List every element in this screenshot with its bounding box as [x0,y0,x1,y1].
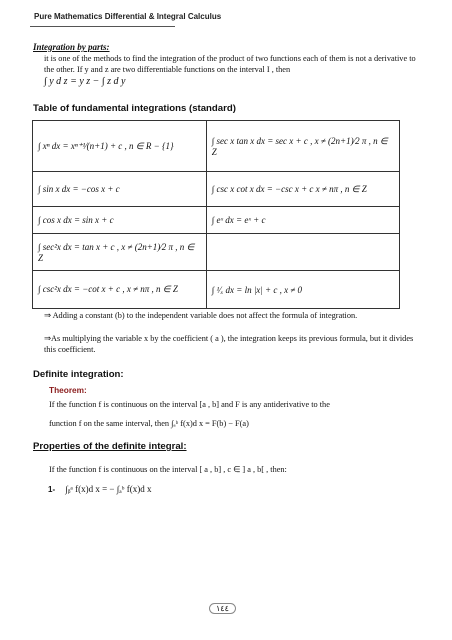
table-title: Table of fundamental integrations (standard) [33,103,236,114]
properties-title: Properties of the definite integral: [33,441,187,452]
property-1-formula: ∫ᵦᵃ f(x)d x = − ∫ₐᵇ f(x)d x [65,484,152,494]
table-row [33,172,400,207]
table-row [33,207,400,234]
header-divider [30,26,175,27]
theorem-line2: function f on the same interval, then ∫ₐᵇ f(x)d x = F(b) − F(a) [49,419,249,428]
table-cell: ∫ csc x cot x dx = −csc x + c x ≠ nπ , n ∈ Z [206,172,399,207]
theorem-line1: If the function f is continuous on the interval [a , b] and F is any antiderivative to the [49,400,330,409]
table-cell: ∫ ¹⁄ₓ dx = ln |x| + c , x ≠ 0 [206,271,399,309]
table-cell: ∫ eˣ dx = eˣ + c [206,207,399,234]
property-1-number: 1- [48,485,56,494]
note-constant: ⇒ Adding a constant (b) to the independent variable does not affect the formula of integration. [44,311,358,320]
property-1 [48,484,151,494]
definite-title: Definite integration: [33,369,124,380]
page-number: ١٤٤ [209,603,236,614]
table-row [33,121,400,172]
by-parts-title: Integration by parts: [33,42,110,52]
by-parts-text: it is one of the methods to find the integration of the product of two functions each of them is not a derivative to the other. If y and z are two differentiable functions on the interval I , then [44,54,416,74]
note-coefficient: ⇒As multiplying the variable x by the coefficient ( a ), the integration keeps its previous formula, but it divides this coefficient. [44,334,414,354]
properties-intro: If the function f is continuous on the interval [ a , b] , c ∈ ] a , b[ , then: [49,465,287,474]
integrals-table [32,120,400,309]
table-cell: ∫ sec x tan x dx = sec x + c , x ≠ (2n+1)⁄2 π , n ∈ Z [206,121,399,172]
page-header: Pure Mathematics Differential & Integral Calculus [34,12,222,21]
table-cell: ∫ sec²x dx = tan x + c , x ≠ (2n+1)⁄2 π , n ∈ Z [33,234,207,271]
table-cell: ∫ sin x dx = −cos x + c [33,172,207,207]
table-row [33,271,400,309]
table-cell: ∫ xⁿ dx = xⁿ⁺¹⁄(n+1) + c , n ∈ R − {1} [33,121,207,172]
table-cell: ∫ csc²x dx = −cot x + c , x ≠ nπ , n ∈ Z [33,271,207,309]
table-cell [206,234,399,271]
theorem-label: Theorem: [49,385,87,395]
table-row [33,234,400,271]
table-cell: ∫ cos x dx = sin x + c [33,207,207,234]
by-parts-formula: ∫ y d z = y z − ∫ z d y [44,76,126,87]
